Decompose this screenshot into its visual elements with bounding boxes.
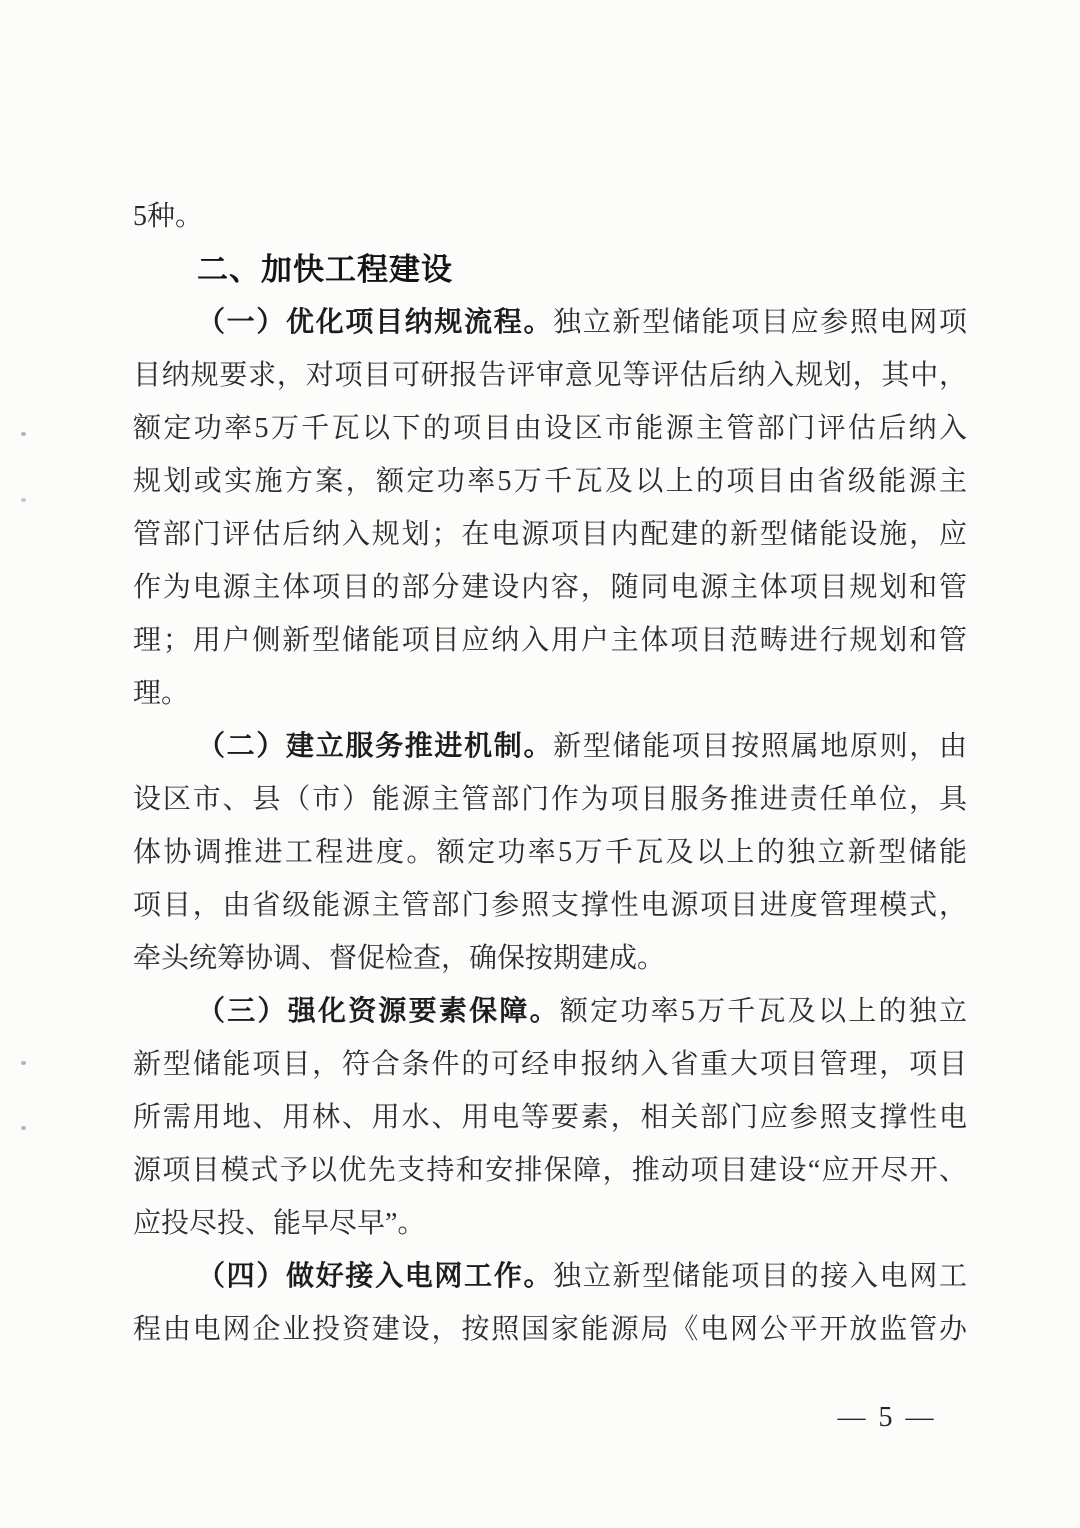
text-line — [133, 614, 967, 667]
clause-title: （一）优化项目纳规流程。 — [197, 307, 554, 338]
text-line — [133, 561, 967, 614]
text-line — [133, 879, 967, 932]
text-line — [133, 296, 967, 349]
text-line — [133, 1091, 967, 1144]
scan-speck — [21, 1061, 26, 1065]
body-text: 所需用地、用林、用水、用电等要素，相关部门应参照支撑性电 — [133, 1102, 967, 1133]
text-line — [133, 402, 967, 455]
body-text: 项目，由省级能源主管部门参照支撑性电源项目进度管理模式， — [133, 890, 967, 921]
body-text: 理；用户侧新型储能项目应纳入用户主体项目范畴进行规划和管 — [133, 625, 967, 656]
body-text: 额定功率5万千瓦及以上的独立 — [559, 996, 967, 1027]
body-text: 应投尽投、能早尽早”。 — [133, 1208, 426, 1239]
body-text: 管部门评估后纳入规划；在电源项目内配建的新型储能设施，应 — [133, 519, 967, 550]
text-line — [133, 1250, 967, 1303]
body-text: 额定功率5万千瓦以下的项目由设区市能源主管部门评估后纳入 — [133, 413, 967, 444]
text-line — [133, 1197, 967, 1250]
body-text: 新型储能项目按照属地原则，由 — [553, 731, 967, 762]
body-text: 设区市、县（市）能源主管部门作为项目服务推进责任单位，具 — [133, 784, 967, 815]
scan-speck — [21, 432, 26, 436]
body-text: 独立新型储能项目的接入电网工 — [553, 1261, 967, 1292]
body-text: 程由电网企业投资建设，按照国家能源局《电网公平开放监管办 — [133, 1314, 967, 1345]
text-line — [133, 667, 967, 720]
clause-title: （三）强化资源要素保障。 — [197, 996, 560, 1027]
body-text: 理。 — [133, 678, 190, 709]
page-number: — 5 — — [837, 1402, 937, 1433]
body-text: 规划或实施方案，额定功率5万千瓦及以上的项目由省级能源主 — [133, 466, 967, 497]
body-text: 作为电源主体项目的部分建设内容，随同电源主体项目规划和管 — [133, 572, 967, 603]
scan-speck — [21, 498, 26, 502]
text-line — [133, 720, 967, 773]
document-body — [133, 190, 967, 1356]
body-text: 体协调推进工程进度。额定功率5万千瓦及以上的独立新型储能 — [133, 837, 967, 868]
text-line — [133, 932, 967, 985]
body-text: 牵头统筹协调、督促检查，确保按期建成。 — [133, 943, 666, 974]
body-text: 新型储能项目，符合条件的可经申报纳入省重大项目管理，项目 — [133, 1049, 967, 1080]
body-text: 独立新型储能项目应参照电网项 — [553, 307, 967, 338]
text-line — [133, 349, 967, 402]
body-text: 目纳规要求，对项目可研报告评审意见等评估后纳入规划，其中， — [133, 360, 967, 391]
scan-speck — [21, 1126, 26, 1130]
text-line — [133, 508, 967, 561]
body-text: 源项目模式予以优先支持和安排保障，推动项目建设“应开尽开、 — [133, 1155, 967, 1186]
text-line — [133, 773, 967, 826]
body-text: 5种。 — [133, 201, 204, 232]
text-line — [133, 1144, 967, 1197]
text-line — [133, 1038, 967, 1091]
clause-title: （二）建立服务推进机制。 — [197, 731, 554, 762]
text-line — [133, 985, 967, 1038]
text-line — [133, 455, 967, 508]
text-line — [133, 826, 967, 879]
clause-title: （四）做好接入电网工作。 — [197, 1261, 554, 1292]
text-line — [133, 1303, 967, 1356]
section-heading: 二、加快工程建设 — [197, 252, 453, 287]
paragraph-continuation-line — [133, 190, 967, 243]
